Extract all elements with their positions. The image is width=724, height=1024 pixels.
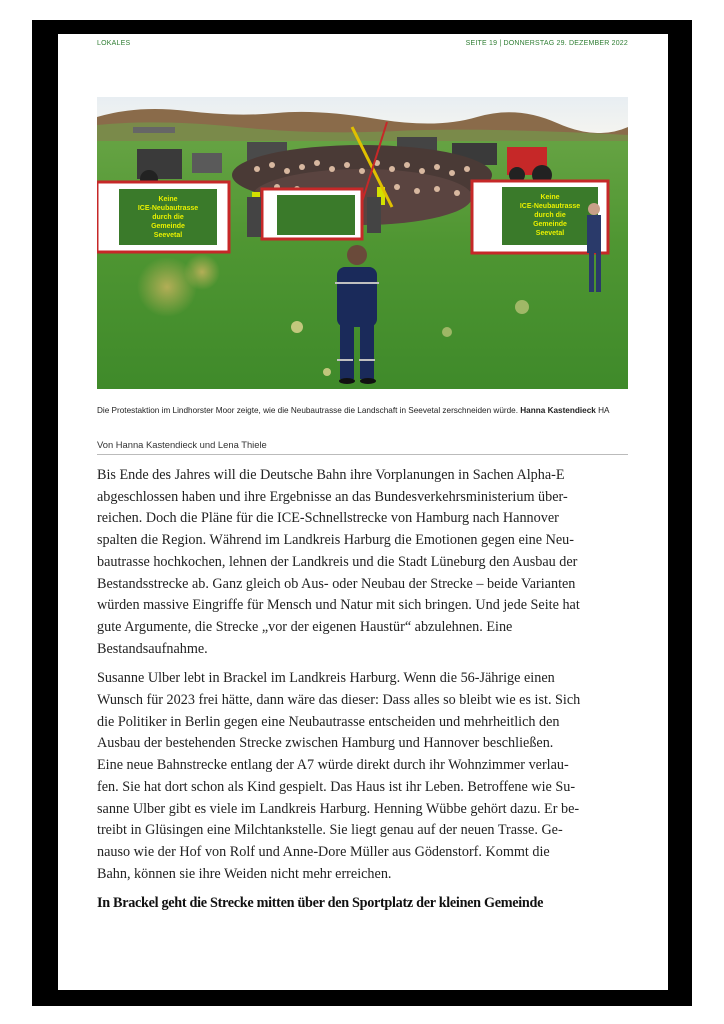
newspaper-page	[58, 34, 668, 990]
section-label: LOKALES	[97, 40, 131, 47]
svg-text:durch die: durch die	[152, 214, 184, 221]
article-photo	[97, 97, 628, 389]
byline: Von Hanna Kastendieck und Lena Thiele	[97, 439, 628, 455]
photo-caption	[97, 405, 632, 416]
article-paragraph: Bis Ende des Jahres will die Deutsche Bahn ihre Vorplanungen in Sachen Alpha-E abgeschlossen haben und ihre Ergebnisse an das Bundesverkehrsministerium über- reichen. Doch die Pläne für die ICE-Schnellstrecke von Hamburg nach Hannover spalten die Region. Während im Landkreis Harburg die Emotionen gegen eine Neu- bautrasse hochkochen, lehnen der Landkreis und die Stadt Lüneburg den Ausbau der Bestandsstrecke ab. Ganz gleich ob Aus- oder Neubau der Strecke – beide Varianten würden massive Eingriffe für Mensch und Natur mit sich bringen. Und jede Seite hat gute Argumente, die Strecke „vor der eigenen Haustür“ abzulehnen. Eine Bestandsaufnahme.	[97, 467, 580, 657]
svg-text:Gemeinde: Gemeinde	[533, 221, 567, 228]
caption-text: Die Protestaktion im Lindhorster Moor zeigte, wie die Neubautrasse die Landschaft in Seevetal zerschneiden würde.	[97, 406, 521, 415]
svg-text:ICE-Neubautrasse: ICE-Neubautrasse	[519, 203, 581, 210]
svg-text:Keine: Keine	[540, 194, 560, 201]
svg-text:Gemeinde: Gemeinde	[151, 223, 185, 230]
svg-text:Seevetal: Seevetal	[153, 232, 183, 239]
svg-text:ICE-Neubautrasse: ICE-Neubautrasse	[137, 205, 199, 212]
banner-line-1: Keine	[158, 196, 178, 203]
page-info: SEITE 19 | DONNERSTAG 29. DEZEMBER 2022	[465, 40, 628, 47]
photo-credit-agency: HA	[595, 406, 610, 415]
article-paragraph: Susanne Ulber lebt in Brackel im Landkreis Harburg. Wenn die 56-Jährige einen Wunsch für 2023 frei hätte, dann wäre das dieser: Dass alles so bleibt wie es ist. Sich die Politiker in Berlin gegen eine Neubautrasse entscheiden und mehrheitlich den Ausbau der bestehenden Strecke zwischen Hamburg und Hannover beschließen. Eine neue Bahnstrecke entlang der A7 würde direkt durch ihr Wohnzimmer verlau- fen. Sie hat dort schon als Kind gespielt. Das Haus ist ihr Leben. Betroffene wie Su- sanne Ulber gibt es viele im Landkreis Harburg. Henning Wübbe gehört dazu. Er be- treibt in Glüsingen eine Milchtankstelle. Sie liegt genau auf der neuen Trasse. Ge- nauso wie der Hof von Rolf und Anne-Dore Müller aus Gödenstorf. Kommt die Bahn, können sie ihre Weiden nicht mehr erreichen.	[97, 670, 581, 882]
svg-text:Seevetal: Seevetal	[535, 230, 565, 237]
photo-credit: Hanna Kastendieck	[520, 406, 596, 415]
article-body	[97, 465, 629, 913]
subheading: In Brackel geht die Strecke mitten über den Sportplatz der kleinen Gemeinde	[97, 895, 544, 912]
svg-text:durch die: durch die	[534, 212, 566, 219]
